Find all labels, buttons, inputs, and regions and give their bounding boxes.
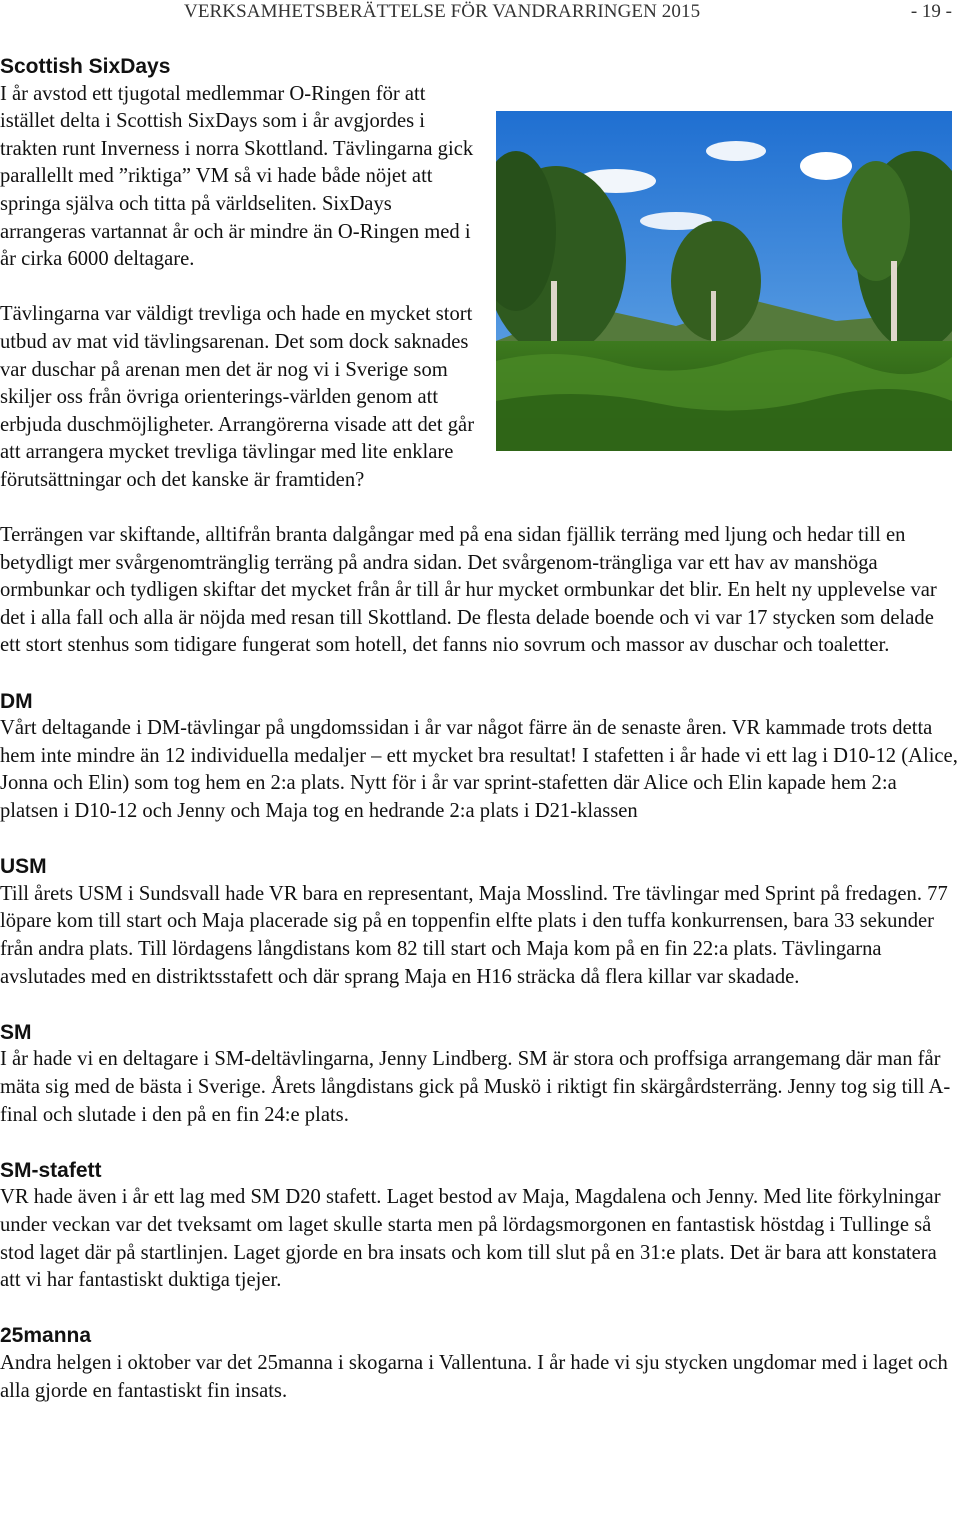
25manna-paragraph: Andra helgen i oktober var det 25manna i skogarna i Vallentuna. I år hade vi sju stycken ungdomar med i laget och alla gjorde en fantastiskt fin insats. [0, 1351, 948, 1402]
heading-sm: SM [0, 1020, 32, 1044]
sm-paragraph: I år hade vi en deltagare i SM-deltävlingarna, Jenny Lindberg. SM är stora och proffsiga arrangemang där man får mäta sig med de bästa i Sverige. Årets långdistans gick på Muskö i riktigt fin skärgårdsterräng. Jenny tog sig till A-final och slutade i den på en fin 24:e plats. [0, 1048, 951, 1126]
dm-paragraph: Vårt deltagande i DM-tävlingar på ungdomssidan i år var något färre än de senaste åren. VR kammade trots detta hem inte mindre än 12 individuella medaljer – ett mycket bra resultat! I stafetten i år hade vi ett lag i D10-12 (Alice, Jonna och Elin) som tog hem en 2:a plats. Nytt för i år var sprint-stafetten där Alice och Elin kapade hem 2:a platsen i D10-12 och Jenny och Maja tog en hedrande 2:a plats i D21-klassen [0, 717, 958, 823]
heading-25manna: 25manna [0, 1324, 92, 1348]
section-dm [0, 688, 958, 826]
page-header [0, 0, 960, 26]
heading-sixdays: Scottish SixDays [0, 55, 171, 78]
sm-stafett-paragraph: VR hade även i år ett lag med SM D20 stafett. Laget bestod av Maja, Magdalena och Jenny. Med lite förkylningar under veckan var det tveksamt om laget skulle starta men på lördagsmorgonen en fantastisk höstdag i Tullinge så stod laget där på startlinjen. Laget gjorde en bra insats och kom till slut på en 31:e plats. Det är bara att konstatera att vi har fantastiskt duktiga tjejer. [0, 1186, 941, 1292]
report-title: VERKSAMHETSBERÄTTELSE FÖR VANDRARRINGEN 2015 [184, 1, 701, 22]
section-25manna [0, 1322, 958, 1405]
section-sixdays [0, 53, 958, 660]
page-content [0, 53, 958, 1405]
heading-usm: USM [0, 855, 47, 879]
section-sm-stafett [0, 1157, 958, 1295]
section-usm [0, 853, 958, 991]
section-sm [0, 1019, 958, 1129]
sixdays-paragraph-2: Tävlingarna var väldigt trevliga och hade en mycket stort utbud av mat vid tävlingsarenan. Det som dock saknades var duschar på arenan men det är nog vi i Sverige som skiljer oss från övriga orienterings-världen genom att erbjuda duschmöjligheter. Arrangörerna visade att det går att arrangera mycket trevliga tävlingar med lite enklare förutsättningar och det kanske är framtiden? [0, 303, 475, 491]
heading-sm-stafett: SM-stafett [0, 1158, 102, 1182]
sixdays-paragraph-1: I år avstod ett tjugotal medlemmar O-Ringen för att istället delta i Scottish SixDays som i år avgjordes i trakten runt Inverness i norra Skottland. Tävlingarna gick parallellt med ”riktiga” VM så vi hade både nöjet att springa själva och titta på världseliten. SixDays arrangeras vartannat år och är mindre än O-Ringen med i år cirka 6000 deltagare. [0, 82, 474, 271]
page-number: - 19 - [910, 1, 952, 22]
photo-illustration [496, 111, 952, 451]
highland-landscape-photo [496, 111, 952, 451]
heading-dm: DM [0, 689, 33, 713]
sixdays-paragraph-3: Terrängen var skiftande, alltifrån branta dalgångar med på ena sidan fjällik terräng med ljung och hedar till en betydligt mer svårgenomtränglig terräng på andra sidan. Det svårgenom-trängliga var ett hav av manshöga ormbunkar och tydligen skiftar det mycket från år till år hur mycket ormbunkar det blir. En helt ny upplevelse var det i alla fall och alla är nöjda med resan till Skottland. De flesta delade boende och vi var 17 stycken som delade ett stort stenhus som tidigare fungerat som hotell, det fanns nio sovrum och massor av duschar och toaletter. [0, 524, 937, 657]
usm-paragraph: Till årets USM i Sundsvall hade VR bara en representant, Maja Mosslind. Tre tävlingar med Sprint på fredagen. 77 löpare kom till start och Maja placerade sig på en toppenfin elfte plats i den tuffa konkurrensen, bara 33 sekunder från andra plats. Till lördagens långdistans kom 82 till start och Maja kom på en fin 22:a plats. Tävlingarna avslutades med en distriktsstafett och där sprang Maja en H16 sträcka då flera killar var skadade. [0, 882, 948, 988]
